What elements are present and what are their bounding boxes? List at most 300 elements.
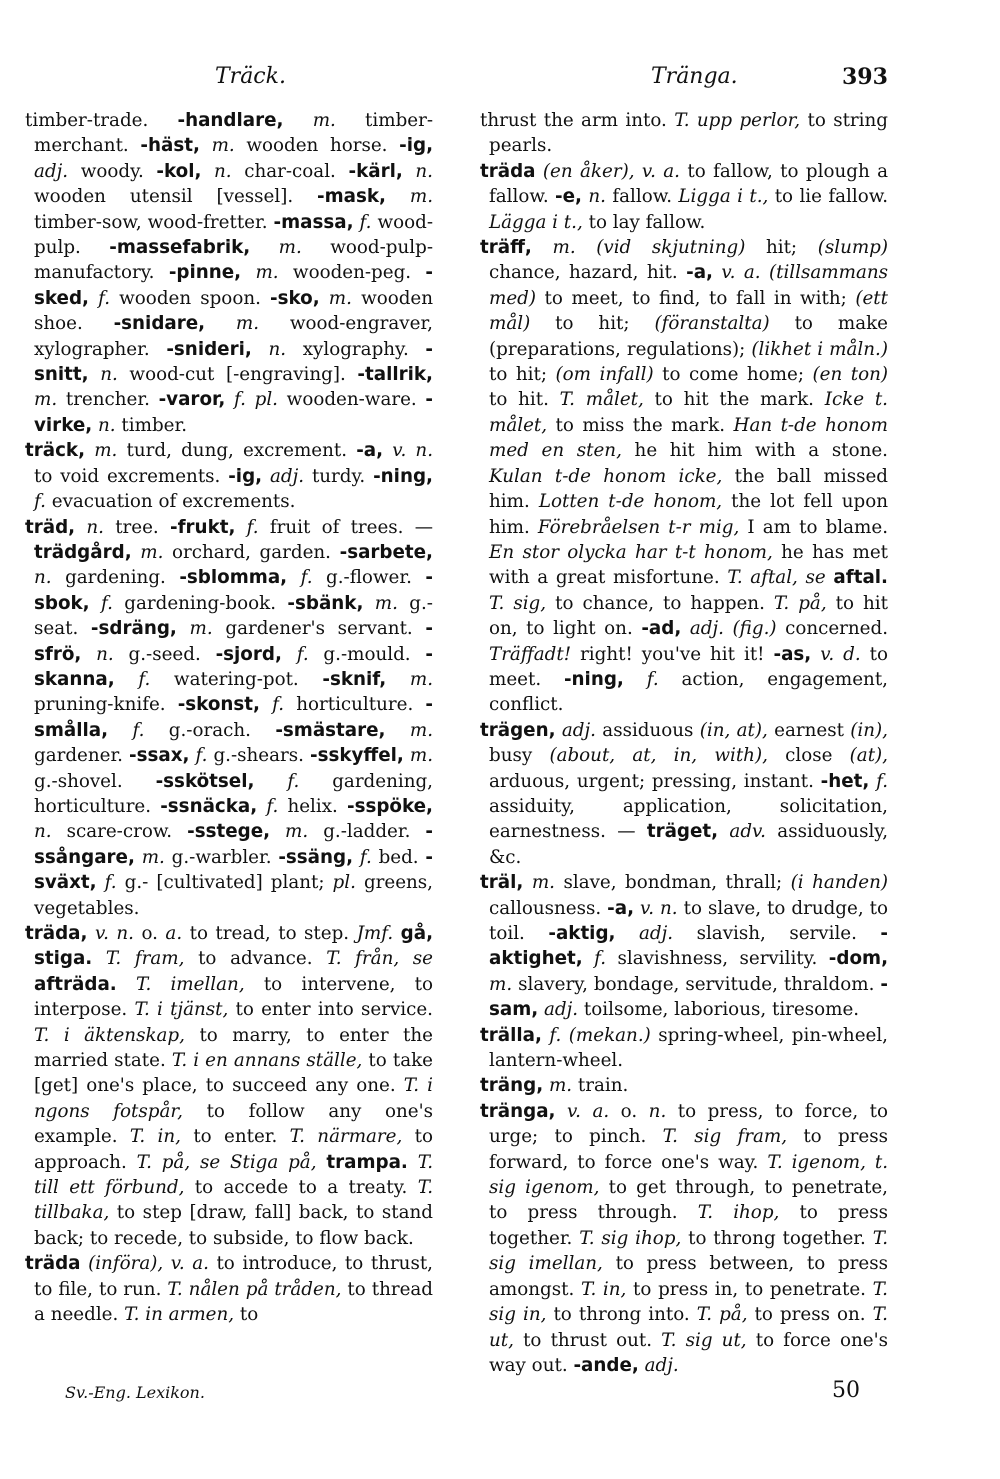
definition-text: to lay fallow. [582, 211, 706, 233]
dictionary-entry [480, 870, 888, 1022]
definition-text: to thrust out. [513, 1329, 662, 1351]
grammar-note: f. [359, 846, 372, 868]
definition-text [177, 618, 190, 639]
definition-text [205, 313, 236, 334]
dictionary-entry [480, 1099, 888, 1378]
definition-text: wooden shoe. [34, 287, 434, 335]
grammar-note: m. [94, 440, 118, 462]
grammar-note: m. [278, 237, 302, 259]
grammar-note: m. [189, 618, 213, 640]
sheet-number: 50 [832, 1378, 860, 1403]
definition-text: to meet. [489, 643, 888, 690]
grammar-note: f. pl. [234, 389, 278, 411]
headword: -as, [773, 643, 812, 665]
grammar-note: m. [531, 872, 555, 894]
grammar-note: T. på, se Stiga på, [136, 1151, 317, 1173]
headword: -massa, [273, 211, 354, 233]
definition-text [201, 161, 214, 182]
grammar-note: T. in armen, [124, 1304, 235, 1326]
page-number: 393 [842, 64, 888, 90]
grammar-note: f. [104, 872, 117, 894]
definition-text: to enter. [180, 1126, 290, 1148]
definition-text: he has met with a great misfortune. [489, 541, 888, 589]
headword: -varor, [158, 389, 226, 411]
headword: gå, [400, 923, 434, 944]
definition-text: g.- [cultivated] plant; [116, 872, 333, 894]
definition-text: wooden-peg. [278, 262, 426, 284]
definition-text: to press together. [489, 1202, 888, 1249]
grammar-note: T. sig ihop, [579, 1227, 682, 1249]
definition-text [254, 771, 287, 792]
definition-text: chance, hazard, hit. [489, 262, 687, 284]
grammar-note: f. [101, 592, 113, 614]
grammar-note: Icke t. målet, [489, 389, 888, 436]
definition-text [92, 948, 106, 969]
definition-text: g.-ladder. [308, 821, 426, 843]
definition-text: g.-shears. [207, 745, 310, 767]
definition-text: g.-seat. [34, 592, 433, 640]
definition-text: to approach. [34, 1126, 433, 1173]
headword: -aktig, [548, 923, 616, 944]
grammar-note: En stor olycka har t-t honom, [489, 541, 773, 563]
definition-text [583, 948, 594, 969]
grammar-note: m. [409, 719, 434, 741]
definition-text: evacuation of excrements. [45, 491, 296, 513]
headword: aftal. [833, 567, 888, 589]
grammar-note: f. [272, 694, 285, 716]
definition-text [225, 389, 234, 410]
dictionary-entry [480, 108, 888, 159]
grammar-note: T. målet, [559, 389, 644, 411]
headword: -sked, [34, 262, 433, 309]
grammar-note: T. ut, [489, 1304, 888, 1351]
grammar-note: (slump) [817, 237, 889, 259]
definition-text: to hit. [489, 389, 560, 411]
definition-text: to press in, to penetrate. [626, 1278, 873, 1300]
definition-text: to advance. [184, 948, 327, 970]
definition-text: assiduously, &c. [489, 821, 889, 868]
definition-text [284, 110, 313, 131]
definition-text [353, 847, 360, 868]
grammar-note: adv. [729, 821, 766, 843]
grammar-note: f. [195, 745, 208, 767]
grammar-note: T. aftal, se [727, 567, 826, 589]
definition-text: to get through, to penetrate, to press through. [489, 1177, 888, 1224]
grammar-note: (om infall) [555, 364, 654, 386]
definition-text: to hit on, to light on. [489, 592, 888, 640]
definition-text: g.-flower. [312, 567, 426, 589]
definition-text: wooden spoon. [110, 287, 271, 309]
grammar-note: m. [312, 110, 336, 131]
definition-text: to miss the mark. [547, 414, 734, 436]
grammar-note: T. sig imellan, [489, 1227, 889, 1275]
grammar-note: adj. [269, 465, 305, 487]
headword: -snitt, [34, 338, 434, 386]
grammar-note: T. igenom, t. sig igenom, [489, 1151, 889, 1199]
headword: -ig, [228, 465, 263, 487]
definition-text [87, 923, 94, 944]
dictionary-entry [25, 108, 433, 438]
grammar-note: (föranstalta) [654, 313, 770, 335]
definition-text [81, 1253, 89, 1274]
definition-text: to step [draw, fall] back, to stand back; to recede, to subside, to flow back. [34, 1202, 433, 1249]
headword: -het, [820, 770, 870, 792]
definition-text: the lot fell upon him. [489, 491, 889, 538]
definition-text: turdy. [304, 465, 374, 487]
definition-text: woody. [68, 160, 157, 182]
definition-text: to make (preparations, regulations); [489, 313, 888, 360]
grammar-note: n. [86, 516, 104, 538]
definition-text: slavish, servile. [673, 923, 881, 944]
headword: -smästare, [275, 719, 386, 741]
definition-text: wood-pulp. [34, 211, 434, 259]
grammar-note: f. [98, 287, 111, 309]
definition-text [317, 1152, 327, 1173]
definition-text [252, 339, 269, 360]
definition-text: assiduity, application, solicitation, earnestness. — [489, 795, 888, 843]
grammar-note: Jmf. [356, 923, 394, 944]
grammar-note: adj. [561, 719, 596, 741]
definition-text: to marry, to enter the married state. [34, 1024, 433, 1072]
definition-text: greens, vegetables. [34, 872, 433, 919]
definition-text [403, 161, 416, 182]
definition-text [536, 161, 543, 182]
definition-text [257, 796, 266, 817]
definition-text: to enter into service. [228, 999, 433, 1021]
definition-text: g.-mould. [308, 643, 426, 665]
headword: -tallrik, [357, 364, 434, 386]
definition-text: slavery, bondage, servitude, thraldom. [512, 973, 881, 995]
headword: träda [25, 1253, 81, 1275]
definition-text: pruning-knife. [34, 694, 178, 716]
grammar-note: n. [648, 1100, 667, 1122]
headword: -sjord, [215, 643, 282, 665]
grammar-note: (införa), v. a. [88, 1253, 209, 1275]
headword: -sko, [270, 287, 320, 309]
definition-text: to intervene, to interpose. [34, 973, 433, 1021]
definition-text: timber-sow, wood-fretter. [34, 211, 274, 233]
definition-text: close [767, 745, 850, 767]
grammar-note: m. [409, 186, 434, 208]
grammar-note: Träffadt! [489, 643, 572, 665]
grammar-note: adj. [644, 1354, 679, 1376]
definition-text: slave, bondman, thrall; [554, 872, 791, 894]
definition-text [555, 1101, 567, 1122]
definition-text: wooden horse. [234, 135, 400, 157]
dictionary-entry [25, 515, 433, 922]
definition-text [97, 872, 105, 893]
definition-text: char-coal. [231, 160, 349, 182]
headword: -sskyffel, [309, 745, 404, 767]
definition-text: o. [133, 923, 166, 944]
headword: -ssångare, [34, 821, 433, 868]
definition-text: busy [489, 745, 550, 767]
grammar-note: T. närmare, [289, 1126, 403, 1148]
grammar-note: n. [214, 160, 232, 182]
headword: -smålla, [34, 694, 433, 741]
headword: träff, [480, 237, 532, 259]
dictionary-entry [480, 159, 888, 235]
grammar-note: m. [285, 821, 309, 843]
definition-text: to lie fallow. [768, 186, 889, 208]
headword: -a, [607, 897, 635, 919]
headword: -ig, [399, 135, 434, 157]
definition-text: gardener's servant. [212, 618, 426, 640]
grammar-note: m. [140, 541, 164, 563]
grammar-note: (en ton) [812, 364, 888, 386]
headword: -ad, [641, 618, 682, 640]
left-column [25, 108, 433, 1328]
definition-text: to come home; [653, 364, 813, 386]
definition-text: o. [609, 1100, 649, 1122]
grammar-note: m. [328, 287, 352, 309]
grammar-note: a. [165, 923, 183, 944]
headword: -sspöke, [347, 795, 434, 817]
definition-text: tree. [103, 516, 170, 538]
headword: -sbänk, [287, 592, 364, 614]
headword: -ning, [563, 668, 624, 690]
definition-text [363, 593, 374, 614]
definition-text [81, 644, 96, 665]
grammar-note: f. [34, 491, 46, 513]
definition-text [90, 593, 101, 614]
definition-text [117, 974, 136, 995]
definition-text: to throng into. [546, 1304, 697, 1326]
definition-text: to throng together. [681, 1227, 873, 1249]
definition-text: to hit the mark. [643, 389, 825, 411]
headword: -aktighet, [489, 923, 889, 970]
definition-text [385, 720, 409, 741]
grammar-note: T. i äktenskap, [34, 1024, 185, 1046]
headword: -sbok, [34, 567, 433, 614]
headword: -sblomma, [179, 567, 288, 589]
grammar-note: T. sig, [489, 592, 547, 614]
definition-text: xylography. [286, 338, 426, 360]
grammar-note: f. [138, 668, 151, 690]
headword: tränga, [480, 1100, 556, 1122]
grammar-note: v. n. [392, 440, 434, 462]
headword: -skonst, [177, 694, 260, 716]
headword: träl, [480, 872, 524, 894]
grammar-note: Kulan t-de honom icke, [489, 465, 723, 487]
dictionary-entry [480, 235, 888, 718]
headword: -dom, [828, 948, 889, 970]
headword: -kärl, [348, 160, 403, 182]
grammar-note: (about, at, in, with), [549, 745, 768, 767]
definition-text: timber-trade. [25, 110, 178, 131]
grammar-note: f. [132, 719, 145, 741]
definition-text: wood-engraver, xylographer. [34, 313, 433, 360]
headword: -snidare, [113, 313, 206, 335]
grammar-note: m. [235, 313, 260, 335]
definition-text: to force one's way out. [489, 1329, 888, 1376]
definition-text: bed. [371, 846, 426, 868]
definition-text: gardener. [34, 745, 130, 767]
grammar-note: T. in, [580, 1278, 627, 1300]
grammar-note: m. [255, 262, 279, 284]
definition-text: to tread, to step. [182, 923, 357, 944]
definition-text: to fallow, to plough a fallow. [489, 160, 889, 208]
grammar-note: T. till ett förbund, [34, 1151, 434, 1199]
grammar-note: f. (mekan.) [549, 1024, 651, 1046]
definition-text: to thread a needle. [34, 1278, 433, 1326]
grammar-note: T. sig fram, [662, 1126, 788, 1148]
grammar-note: v. a. [566, 1100, 610, 1122]
definition-text [681, 618, 690, 639]
grammar-note: m. [374, 592, 398, 614]
grammar-note: n. [96, 643, 114, 665]
grammar-note: adj. (fig.) [689, 618, 777, 640]
definition-text [262, 466, 270, 487]
dictionary-entry [25, 438, 433, 514]
grammar-note: T. på, [773, 592, 827, 614]
definition-text: to take [get] one's place, to succeed any one. [34, 1050, 434, 1097]
headword: -skanna, [34, 643, 433, 690]
definition-text: concerned. [776, 618, 889, 640]
grammar-note: (i handen) [790, 872, 889, 894]
grammar-note: n. [268, 338, 287, 360]
grammar-note: Lägga i t., [489, 211, 583, 233]
definition-text [282, 644, 297, 665]
dictionary-entry [480, 1073, 888, 1098]
definition-text: to press forward, to force one's way. [489, 1126, 888, 1173]
grammar-note: Förebråelsen t-r mig, [537, 516, 740, 538]
grammar-note: (likhet i måln.) [751, 338, 888, 360]
definition-text [115, 669, 139, 690]
definition-text: wood-cut [-engraving]. [117, 364, 358, 386]
definition-text: timber. [115, 414, 188, 436]
definition-text [89, 288, 98, 309]
running-head-right: Tränga. [651, 64, 738, 89]
headword: -sstege, [187, 821, 271, 843]
grammar-note: adj. [34, 160, 69, 182]
headword: -mask, [317, 186, 386, 208]
headword: -sknif, [322, 668, 387, 690]
grammar-note: T. nålen på tråden, [167, 1278, 342, 1300]
definition-text: right! you've hit it! [571, 643, 774, 665]
definition-text: g.-shovel. [34, 770, 156, 792]
definition-text: train. [572, 1075, 629, 1097]
grammar-note: Lotten t-de honom, [538, 491, 723, 513]
definition-text: to press between, to press amongst. [489, 1253, 888, 1300]
definition-text: callousness. [489, 897, 608, 919]
grammar-note: f. [646, 668, 659, 690]
headword: -a, [686, 262, 713, 284]
grammar-note: m. [489, 973, 513, 995]
definition-text: g.-orach. [144, 719, 276, 741]
definition-text: wooden utensil [vessel]. [34, 186, 318, 208]
definition-text: to [234, 1304, 259, 1326]
definition-text [85, 440, 94, 461]
definition-text [241, 262, 255, 283]
definition-text: gardening, horticulture. [34, 770, 433, 817]
definition-text [718, 821, 729, 842]
headword: -frukt, [170, 516, 236, 538]
definition-text: to slave, to drudge, to toil. [489, 897, 888, 944]
grammar-note: (en åker), v. a. [542, 160, 680, 182]
definition-text [523, 872, 532, 893]
headword: trägen, [480, 719, 556, 741]
grammar-note: v. a. (tillsammans med) [489, 262, 888, 309]
grammar-note: v. n. [94, 923, 134, 944]
grammar-note: m. [34, 389, 58, 411]
definition-text: fruit of trees. — [258, 516, 434, 538]
definition-text: watering-pot. [150, 668, 323, 690]
definition-text [386, 669, 410, 690]
headword: -snideri, [166, 338, 252, 360]
grammar-note: v. n. [640, 897, 678, 919]
grammar-note: m. [211, 135, 235, 157]
definition-text: spring-wheel, pin-wheel, lantern-wheel. [489, 1024, 888, 1072]
definition-text: action, engagement, conflict. [489, 668, 888, 716]
headword: -massefabrik, [109, 237, 251, 259]
grammar-note: T. i en annans ställe, [171, 1050, 363, 1072]
definition-text: thrust the arm into. [480, 110, 675, 131]
definition-text [383, 440, 392, 461]
grammar-note: T. fram, [105, 948, 185, 970]
definition-text [408, 1152, 418, 1173]
headword: -e, [555, 186, 582, 208]
grammar-note: T. i ngons fotspår, [34, 1075, 433, 1122]
definition-text: to hit; [530, 313, 655, 335]
headword: -häst, [140, 135, 200, 157]
grammar-note: f. [296, 643, 309, 665]
definition-text [235, 517, 246, 538]
definition-text [615, 923, 639, 944]
definition-text: to introduce, to thrust, to file, to run. [34, 1253, 433, 1300]
headword: stiga. [34, 948, 93, 970]
definition-text: orchard, garden. [163, 541, 340, 563]
grammar-note: T. sig in, [489, 1278, 888, 1326]
grammar-note: n. [34, 821, 52, 843]
grammar-note: m. (vid skjutning) [552, 237, 746, 259]
headword: -sam, [489, 973, 888, 1021]
grammar-note: m. [409, 745, 434, 767]
grammar-note: f. [876, 770, 889, 792]
grammar-note: f. [266, 795, 279, 817]
headword: trälla, [480, 1024, 542, 1046]
grammar-note: n. [415, 160, 433, 182]
grammar-note: T. i tjänst, [134, 999, 229, 1021]
definition-text [132, 542, 141, 563]
definition-text: wood-pulp-manufactory. [34, 237, 434, 284]
headword: -ssäng, [278, 846, 354, 868]
grammar-note: f. [594, 948, 607, 970]
headword: -sväxt, [34, 846, 434, 894]
grammar-note: (in, at), [699, 719, 768, 741]
grammar-note: T. ihop, [697, 1202, 780, 1224]
definition-text: to void excrements. [34, 465, 229, 487]
definition-text: to chance, to happen. [546, 592, 774, 614]
definition-text: gardening. [51, 567, 180, 589]
headword: -pinne, [168, 262, 242, 284]
grammar-note: m. [548, 1075, 573, 1097]
definition-text [89, 364, 101, 385]
grammar-note: T. på, [696, 1304, 748, 1326]
dictionary-entry [25, 1251, 433, 1327]
definition-text: he hit him with a stone. [621, 440, 888, 462]
headword: träck, [25, 440, 86, 462]
headword: -sarbete, [339, 541, 433, 563]
grammar-note: adj. [638, 923, 674, 944]
grammar-note: Ligga i t., [678, 186, 769, 208]
definition-text: toilsome, laborious, tiresome. [578, 999, 860, 1021]
definition-text: timber-merchant. [34, 110, 434, 157]
definition-text: hit; [745, 237, 818, 259]
definition-text: to press, to force, to urge; to pinch. [489, 1100, 889, 1148]
definition-text: slavishness, servility. [606, 948, 829, 970]
definition-text [75, 517, 86, 538]
